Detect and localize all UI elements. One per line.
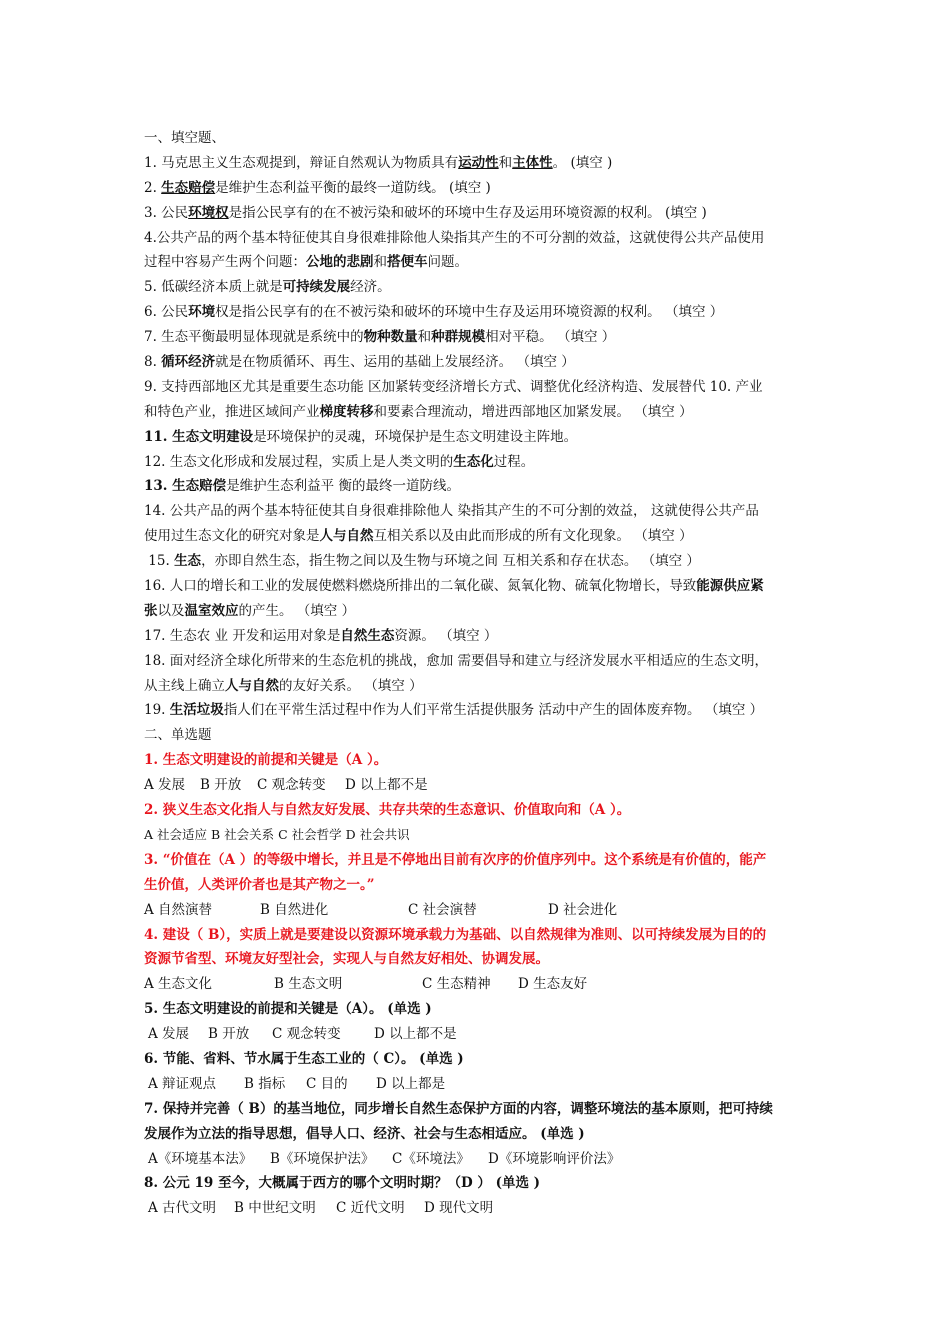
question-6-options [144, 1072, 814, 1097]
answer: 梯度转移 [319, 403, 374, 420]
option: C 观念转变 [272, 1026, 341, 1043]
answer: 循环经济 [161, 354, 216, 371]
text: 和 [498, 154, 513, 171]
text: 18. 面对经济全球化所带来的生态危机的挑战，愈加 需要倡导和建立与经济发展水平相适应的生态文明， [144, 652, 769, 669]
answer: 人与自然 [225, 677, 279, 694]
question-7-line-1: 7. 保持并完善（ B）的基当地位，同步增长自然生态保护方面的内容，调整环境法的基本原则，把可持续 [144, 1100, 773, 1117]
text: 14. 公共产品的两个基本特征使其自身很难排除他人 染指其产生的不可分割的效益， 这就使得公共产品 [144, 503, 759, 520]
text: 指人们在平常生活过程中作为人们平常生活提供服务 活动中产生的固体废弃物。 （填空 ） [223, 702, 764, 719]
text: 5. 低碳经济本质上就是 [144, 279, 283, 296]
option: A 发展 [148, 1026, 190, 1043]
item-19 [144, 698, 814, 723]
answer: 公地的悲剧 [306, 254, 374, 271]
text: 资源。 （填空 ） [394, 627, 498, 644]
option: D 以上都是 [376, 1075, 446, 1092]
heading-text: 二、单选题 [144, 727, 212, 744]
section-heading-single-choice [144, 723, 814, 748]
heading-text: 一、填空题、 [144, 130, 225, 146]
item-18-line-1 [144, 649, 814, 674]
option: B 生态文明 [274, 976, 343, 993]
item-18-line-2 [144, 674, 814, 699]
answer: 生态化 [453, 453, 494, 470]
text: 是指公民享有的在不被污染和破坏的环境中生存及运用环境资源的权利。 (填空 ) [228, 204, 707, 221]
text: 6. 公民 [144, 304, 189, 321]
answer: 生活垃圾 [169, 702, 224, 719]
answer: 温室效应 [184, 602, 239, 619]
text: 。 (填空 ) [552, 154, 613, 171]
text: 经济。 [350, 279, 391, 296]
text: 以及 [157, 602, 185, 619]
text: 问题。 [427, 254, 468, 271]
text: 和要素合理流动，增进西部地区加紧发展。 （填空 ） [373, 403, 693, 420]
answer: 环境权 [188, 204, 229, 221]
answer: 种群规模 [431, 329, 486, 346]
question-2-options: A 社会适应 B 社会关系 C 社会哲学 D 社会共识 [144, 826, 410, 842]
item-13 [144, 474, 814, 499]
option: A 生态文化 [144, 976, 213, 993]
option: B 自然进化 [260, 901, 329, 918]
text: ，亦即自然生态，指生物之间以及生物与环境之间 互相关系和存在状态。 （填空 ） [201, 553, 700, 570]
option: A 自然演替 [144, 901, 213, 918]
question-5: 5. 生态文明建设的前提和关键是（A）。 (单选 ) [144, 1001, 432, 1018]
question-1-options [144, 773, 814, 798]
question-6: 6. 节能、省料、节水属于生态工业的（ C）。 (单选 ) [144, 1050, 464, 1067]
item-1 [144, 151, 814, 176]
option: B 开放 [208, 1026, 250, 1043]
option: D 现代文明 [424, 1200, 494, 1217]
question-2: 2. 狭义生态文化指人与自然友好发展、共存共荣的生态意识、价值取向和（A ）。 [144, 802, 631, 819]
answer: 物种数量 [363, 329, 418, 346]
question-3-line-2: 生价值，人类评价者也是其产物之一。” [144, 876, 375, 893]
text: 从主线上确立 [144, 677, 225, 694]
option: C 观念转变 [257, 777, 326, 794]
question-1: 1. 生态文明建设的前提和关键是（A ）。 [144, 752, 388, 769]
document-page [144, 126, 814, 1221]
text: 和 [373, 254, 387, 271]
answer: 人与自然 [319, 528, 374, 545]
option: A《环境基本法》 [148, 1150, 253, 1167]
question-7-options [144, 1147, 814, 1172]
text: 是维护生态利益平衡的最终一道防线。 (填空 ) [215, 179, 491, 196]
item-2 [144, 176, 814, 201]
text: 就是在物质循环、再生、运用的基础上发展经济。 （填空 ） [215, 354, 575, 371]
option: C 近代文明 [336, 1200, 405, 1217]
item-9-line-1 [144, 375, 814, 400]
answer: 张 [144, 602, 158, 619]
option: D 生态友好 [518, 976, 588, 993]
item-17 [144, 624, 814, 649]
item-16-line-2 [144, 599, 814, 624]
option: C 生态精神 [422, 976, 491, 993]
section-heading-fill-blank [144, 126, 814, 151]
answer: 环境 [188, 304, 216, 321]
question-8-options [144, 1196, 814, 1221]
option: C 目的 [306, 1075, 348, 1092]
option: D 以上都不是 [345, 777, 428, 794]
question-3-options [144, 898, 814, 923]
question-4-line-2: 资源节省型、环境友好型社会，实现人与自然友好相处、协调发展。 [144, 951, 549, 968]
item-14-line-1 [144, 499, 814, 524]
text: 15. [144, 553, 175, 570]
text: 9. 支持西部地区尤其是重要生态功能 区加紧转变经济增长方式、调整优化经济构造、发展替代 10. 产业 [144, 378, 763, 395]
answer: 搭便车 [387, 254, 428, 271]
text: 的友好关系。 （填空 ） [279, 677, 423, 694]
item-4-line-1 [144, 226, 814, 251]
question-7-line-2: 发展作为立法的指导思想，倡导人口、经济、社会与生态相适应。 (单选 ) [144, 1125, 585, 1142]
text: 7. 生态平衡最明显体现就是系统中的 [144, 329, 364, 346]
text: 使用过生态文化的研究对象是 [144, 528, 320, 545]
answer: 13. 生态赔偿 [144, 478, 227, 495]
text: 和 [417, 329, 432, 346]
text: 是维护生态利益平 衡的最终一道防线。 [226, 478, 460, 495]
text: 19. [144, 702, 170, 719]
text: 过程。 [493, 453, 535, 470]
question-5-options [144, 1022, 814, 1047]
question-4-options [144, 972, 814, 997]
text: 2. [144, 179, 162, 196]
answer: 能源供应紧 [696, 578, 764, 595]
answer: 11. 生态文明建设 [144, 428, 254, 445]
item-16-line-1 [144, 574, 814, 599]
item-15 [144, 549, 814, 574]
answer: 主体性 [512, 154, 553, 171]
question-3-line-1: 3. “价值在（A ）的等级中增长，并且是不停地出目前有次序的价值序列中。这个系统是有价值的，能产 [144, 851, 767, 868]
option: D《环境影响评价法》 [488, 1150, 621, 1167]
text: 权是指公民享有的在不被污染和破坏的环境中生存及运用环境资源的权利。 （填空 ） [215, 304, 724, 321]
text: 1. 马克思主义生态观提到，辩证自然观认为物质具有 [144, 154, 459, 171]
text: 16. 人口的增长和工业的发展使燃料燃烧所排出的二氧化碳、氮氧化物、硫氧化物增长，导致 [144, 578, 697, 595]
answer: 生态 [174, 553, 202, 570]
text: 相对平稳。 （填空 ） [485, 329, 616, 346]
text: 的产生。 （填空 ） [238, 602, 356, 619]
option: D 社会进化 [548, 901, 618, 918]
answer: 可持续发展 [282, 279, 351, 296]
option: C《环境法》 [392, 1150, 470, 1167]
item-9-line-2 [144, 400, 814, 425]
item-7 [144, 325, 814, 350]
item-4-line-2 [144, 250, 814, 275]
option: B《环境保护法》 [270, 1150, 375, 1167]
option: D 以上都不是 [374, 1026, 457, 1043]
text: 是环境保护的灵魂，环境保护是生态文明建设主阵地。 [253, 428, 578, 445]
answer: 自然生态 [340, 627, 395, 644]
option: C 社会演替 [408, 901, 477, 918]
text: 4.公共产品的两个基本特征使其自身很难排除他人染指其产生的不可分割的效益，这就使得公共产品使用 [144, 229, 765, 246]
item-12 [144, 450, 814, 475]
text: 互相关系以及由此而形成的所有文化现象。 （填空 ） [373, 528, 693, 545]
item-6 [144, 300, 814, 325]
answer: 生态赔偿 [161, 179, 216, 196]
item-3 [144, 201, 814, 226]
text: 和特色产业，推进区域间产业 [144, 403, 320, 420]
text: 3. 公民 [144, 204, 189, 221]
item-5 [144, 275, 814, 300]
item-14-line-2 [144, 524, 814, 549]
option: A 古代文明 [148, 1200, 217, 1217]
text: 17. 生态农 业 开发和运用对象是 [144, 627, 341, 644]
question-8: 8. 公元 19 至今，大概属于西方的哪个文明时期？（D ） (单选 ) [144, 1175, 541, 1192]
option: B 指标 [244, 1075, 286, 1092]
option: B 开放 [200, 777, 242, 794]
text: 过程中容易产生两个问题： [144, 254, 306, 271]
item-8 [144, 350, 814, 375]
option: B 中世纪文明 [234, 1200, 316, 1217]
option: A 辩证观点 [148, 1075, 217, 1092]
option: A 发展 [144, 777, 186, 794]
text: 12. 生态文化形成和发展过程，实质上是人类文明的 [144, 453, 454, 470]
item-11 [144, 425, 814, 450]
question-4-line-1: 4. 建设（ B），实质上就是要建设以资源环境承载力为基础、以自然规律为准则、以可持续发展为目的的 [144, 926, 767, 943]
text: 8. [144, 354, 162, 371]
answer: 运动性 [458, 154, 499, 171]
